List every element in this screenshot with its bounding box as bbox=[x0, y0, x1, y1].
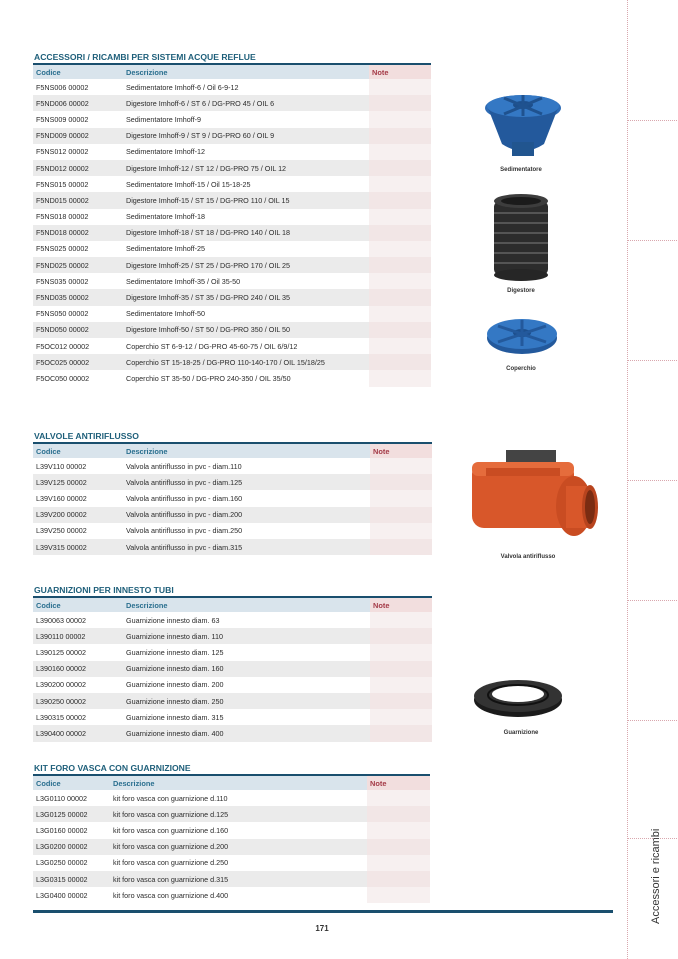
description-cell: Valvola antiriflusso in pvc - diam.200 bbox=[123, 507, 370, 523]
note-cell bbox=[367, 790, 430, 806]
note-cell bbox=[370, 709, 432, 725]
code-cell: F5ND025 00002 bbox=[33, 257, 123, 273]
code-cell: L39V200 00002 bbox=[33, 507, 123, 523]
description-cell: Digestore Imhoff-50 / ST 50 / DG-PRO 350 / OIL 50 bbox=[123, 322, 369, 338]
sidebar bbox=[627, 0, 678, 959]
note-cell bbox=[370, 693, 432, 709]
description-cell: kit foro vasca con guarnizione d.315 bbox=[110, 871, 367, 887]
code-cell: F5NS050 00002 bbox=[36, 309, 89, 319]
column-header: Note bbox=[370, 444, 432, 458]
description-cell: Guarnizione innesto diam. 110 bbox=[123, 628, 370, 644]
valvola-image bbox=[466, 446, 598, 550]
table-row bbox=[33, 79, 431, 95]
sidebar-label-text: Accessori e ricambi bbox=[650, 828, 662, 924]
table-row bbox=[33, 709, 432, 725]
note-cell bbox=[370, 539, 432, 555]
description-cell: Sedimentatore Imhoff-25 bbox=[126, 244, 205, 254]
note-cell bbox=[370, 644, 432, 660]
column-header: Codice bbox=[33, 65, 123, 79]
code-cell: L39V250 00002 bbox=[36, 526, 87, 536]
code-cell: F5NS006 00002 bbox=[36, 82, 89, 92]
note-cell bbox=[369, 128, 431, 144]
table-row bbox=[33, 855, 430, 871]
product-table bbox=[33, 776, 430, 903]
description-cell: Sedimentatore Imhoff-12 bbox=[126, 147, 205, 157]
description-cell: Valvola antiriflusso in pvc - diam.315 bbox=[123, 539, 370, 555]
image-caption: Guarnizione bbox=[503, 730, 539, 736]
note-cell bbox=[369, 144, 431, 160]
code-cell: L39V315 00002 bbox=[33, 539, 123, 555]
section-guarnizioni bbox=[33, 584, 432, 742]
note-cell bbox=[369, 160, 431, 176]
note-cell bbox=[367, 887, 430, 903]
column-header: Descrizione bbox=[123, 65, 369, 79]
code-cell: L390160 00002 bbox=[33, 661, 123, 677]
guarnizione-image bbox=[472, 676, 564, 720]
note-cell bbox=[369, 225, 431, 241]
sidebar-divider bbox=[628, 240, 678, 241]
note-cell bbox=[369, 111, 431, 127]
table-header-row bbox=[33, 598, 432, 612]
note-cell bbox=[369, 176, 431, 192]
page-number: 171 bbox=[315, 924, 329, 933]
table-row bbox=[33, 612, 432, 628]
coperchio-image bbox=[484, 312, 560, 360]
code-cell: F5OC025 00002 bbox=[33, 354, 123, 370]
table-row bbox=[33, 225, 431, 241]
code-cell: L390400 00002 bbox=[33, 725, 123, 741]
table-header-row bbox=[33, 776, 430, 790]
note-cell bbox=[370, 523, 432, 539]
description-cell: kit foro vasca con guarnizione d.200 bbox=[110, 839, 367, 855]
description-cell: Coperchio ST 15-18-25 / DG-PRO 110-140-170 / OIL 15/18/25 bbox=[123, 354, 369, 370]
note-cell bbox=[369, 257, 431, 273]
digestore-image bbox=[488, 193, 554, 283]
code-cell: L3G0400 00002 bbox=[36, 890, 88, 900]
column-header: Codice bbox=[33, 444, 123, 458]
description-cell: Digestore Imhoff-12 / ST 12 / DG-PRO 75 / OIL 12 bbox=[123, 160, 369, 176]
description-cell: Guarnizione innesto diam. 160 bbox=[123, 661, 370, 677]
column-header: Note bbox=[369, 65, 431, 79]
description-cell: Sedimentatore Imhoff-15 / Oil 15-18-25 bbox=[126, 179, 251, 189]
table-row bbox=[33, 144, 431, 160]
table-row bbox=[33, 322, 431, 338]
description-cell: Valvola antiriflusso in pvc - diam.160 bbox=[126, 493, 243, 503]
sidebar-divider bbox=[628, 480, 678, 481]
sidebar-divider bbox=[628, 120, 678, 121]
column-header: Descrizione bbox=[110, 776, 367, 790]
description-cell: kit foro vasca con guarnizione d.250 bbox=[113, 858, 229, 868]
column-header: Descrizione bbox=[123, 444, 370, 458]
code-cell: F5NS025 00002 bbox=[36, 244, 89, 254]
section-accessori bbox=[33, 51, 431, 387]
note-cell bbox=[370, 490, 432, 506]
table-row bbox=[33, 111, 431, 127]
note-cell bbox=[369, 322, 431, 338]
column-header: Descrizione bbox=[123, 598, 370, 612]
code-cell: L3G0125 00002 bbox=[33, 806, 110, 822]
table-row bbox=[33, 507, 432, 523]
code-cell: L39V110 00002 bbox=[36, 461, 87, 471]
description-cell: Sedimentatore Imhoff-9 bbox=[126, 114, 201, 124]
code-cell: F5ND012 00002 bbox=[33, 160, 123, 176]
code-cell: F5NS012 00002 bbox=[36, 147, 89, 157]
table-row bbox=[33, 539, 432, 555]
table-row bbox=[33, 176, 431, 192]
description-cell: Sedimentatore Imhoff-50 bbox=[126, 309, 205, 319]
note-cell bbox=[370, 677, 432, 693]
note-cell bbox=[369, 273, 431, 289]
table-row bbox=[33, 822, 430, 838]
code-cell: F5OC050 00002 bbox=[36, 373, 90, 383]
table-row bbox=[33, 490, 432, 506]
note-cell bbox=[369, 354, 431, 370]
table-row bbox=[33, 160, 431, 176]
table-row bbox=[33, 257, 431, 273]
description-cell: Digestore Imhoff-9 / ST 9 / DG-PRO 60 / OIL 9 bbox=[123, 128, 369, 144]
table-row bbox=[33, 338, 431, 354]
section-title: VALVOLE ANTIRIFLUSSO bbox=[34, 431, 139, 441]
table-row bbox=[33, 806, 430, 822]
code-cell: L390315 00002 bbox=[36, 712, 86, 722]
code-cell: F5NS018 00002 bbox=[36, 212, 89, 222]
note-cell bbox=[370, 725, 432, 741]
code-cell: L3G0315 00002 bbox=[33, 871, 110, 887]
description-cell: kit foro vasca con guarnizione d.400 bbox=[113, 890, 229, 900]
table-row bbox=[33, 887, 430, 903]
code-cell: L390063 00002 bbox=[36, 615, 86, 625]
note-cell bbox=[370, 458, 432, 474]
table-row bbox=[33, 474, 432, 490]
description-cell: Digestore Imhoff-25 / ST 25 / DG-PRO 170 / OIL 25 bbox=[123, 257, 369, 273]
code-cell: L390125 00002 bbox=[36, 647, 86, 657]
table-row bbox=[33, 192, 431, 208]
code-cell: L3G0250 00002 bbox=[36, 858, 88, 868]
table-row bbox=[33, 289, 431, 305]
table-row bbox=[33, 370, 431, 386]
note-cell bbox=[369, 209, 431, 225]
description-cell: kit foro vasca con guarnizione d.110 bbox=[113, 793, 228, 803]
table-row bbox=[33, 871, 430, 887]
code-cell: L390200 00002 bbox=[36, 680, 86, 690]
table-row bbox=[33, 677, 432, 693]
note-cell bbox=[369, 79, 431, 95]
description-cell: kit foro vasca con guarnizione d.160 bbox=[113, 825, 229, 835]
note-cell bbox=[369, 306, 431, 322]
code-cell: F5NS015 00002 bbox=[36, 179, 89, 189]
product-table bbox=[33, 598, 432, 742]
note-cell bbox=[367, 806, 430, 822]
table-row bbox=[33, 458, 432, 474]
code-cell: F5ND035 00002 bbox=[33, 289, 123, 305]
table-row bbox=[33, 306, 431, 322]
description-cell: Digestore Imhoff-6 / ST 6 / DG-PRO 45 / OIL 6 bbox=[123, 95, 369, 111]
code-cell: F5ND050 00002 bbox=[33, 322, 123, 338]
code-cell: F5ND009 00002 bbox=[33, 128, 123, 144]
note-cell bbox=[369, 370, 431, 386]
code-cell: L39V160 00002 bbox=[36, 493, 87, 503]
description-cell: Guarnizione innesto diam. 400 bbox=[123, 725, 370, 741]
table-row bbox=[33, 790, 430, 806]
code-cell: L3G0110 00002 bbox=[36, 793, 88, 803]
description-cell: Guarnizione innesto diam. 315 bbox=[126, 712, 224, 722]
description-cell: Guarnizione innesto diam. 125 bbox=[126, 647, 224, 657]
section-valvole bbox=[33, 430, 432, 555]
sidebar-label bbox=[650, 828, 670, 926]
note-cell bbox=[369, 95, 431, 111]
column-header: Note bbox=[367, 776, 430, 790]
note-cell bbox=[369, 289, 431, 305]
table-row bbox=[33, 523, 432, 539]
code-cell: F5ND015 00002 bbox=[33, 192, 123, 208]
description-cell: Guarnizione innesto diam. 63 bbox=[126, 615, 220, 625]
column-header: Codice bbox=[33, 598, 123, 612]
table-row bbox=[33, 693, 432, 709]
image-caption: Sedimentatore bbox=[500, 167, 542, 173]
description-cell: Digestore Imhoff-15 / ST 15 / DG-PRO 110 / OIL 15 bbox=[123, 192, 369, 208]
image-caption: Valvola antiriflusso bbox=[500, 554, 556, 560]
note-cell bbox=[370, 612, 432, 628]
code-cell: F5NS035 00002 bbox=[36, 276, 89, 286]
sidebar-divider bbox=[628, 360, 678, 361]
description-cell: Digestore Imhoff-18 / ST 18 / DG-PRO 140 / OIL 18 bbox=[123, 225, 369, 241]
note-cell bbox=[367, 822, 430, 838]
code-cell: L390110 00002 bbox=[33, 628, 123, 644]
table-row bbox=[33, 128, 431, 144]
code-cell: L39V125 00002 bbox=[33, 474, 123, 490]
table-header-row bbox=[33, 65, 431, 79]
image-caption: Digestore bbox=[507, 288, 535, 294]
bottom-rule bbox=[33, 910, 613, 913]
note-cell bbox=[370, 661, 432, 677]
table-row bbox=[33, 839, 430, 855]
description-cell: Valvola antiriflusso in pvc - diam.250 bbox=[126, 526, 243, 536]
description-cell: Valvola antiriflusso in pvc - diam.125 bbox=[123, 474, 370, 490]
code-cell: F5NS009 00002 bbox=[36, 114, 89, 124]
table-row bbox=[33, 209, 431, 225]
code-cell: F5ND018 00002 bbox=[33, 225, 123, 241]
description-cell: Guarnizione innesto diam. 250 bbox=[123, 693, 370, 709]
column-header: Codice bbox=[33, 776, 110, 790]
note-cell bbox=[367, 839, 430, 855]
table-row bbox=[33, 241, 431, 257]
table-row bbox=[33, 725, 432, 741]
sidebar-divider bbox=[628, 600, 678, 601]
code-cell: F5OC012 00002 bbox=[36, 341, 90, 351]
code-cell: F5ND006 00002 bbox=[33, 95, 123, 111]
note-cell bbox=[369, 338, 431, 354]
table-row bbox=[33, 95, 431, 111]
description-cell: Guarnizione innesto diam. 200 bbox=[126, 680, 224, 690]
note-cell bbox=[367, 871, 430, 887]
description-cell: Coperchio ST 6-9-12 / DG-PRO 45-60-75 / OIL 6/9/12 bbox=[126, 341, 298, 351]
table-row bbox=[33, 628, 432, 644]
section-title: KIT FORO VASCA CON GUARNIZIONE bbox=[34, 763, 191, 773]
code-cell: L3G0160 00002 bbox=[36, 825, 88, 835]
section-title: ACCESSORI / RICAMBI PER SISTEMI ACQUE REFLUE bbox=[34, 52, 256, 62]
product-table bbox=[33, 65, 431, 387]
description-cell: kit foro vasca con guarnizione d.125 bbox=[110, 806, 367, 822]
table-header-row bbox=[33, 444, 432, 458]
note-cell bbox=[369, 241, 431, 257]
code-cell: L390250 00002 bbox=[33, 693, 123, 709]
table-row bbox=[33, 644, 432, 660]
note-cell bbox=[369, 192, 431, 208]
code-cell: L3G0200 00002 bbox=[33, 839, 110, 855]
image-caption: Coperchio bbox=[506, 366, 536, 372]
note-cell bbox=[367, 855, 430, 871]
note-cell bbox=[370, 474, 432, 490]
section-kit-foro bbox=[33, 762, 430, 903]
product-table bbox=[33, 444, 432, 555]
description-cell: Coperchio ST 35-50 / DG-PRO 240-350 / OIL 35/50 bbox=[126, 373, 291, 383]
description-cell: Valvola antiriflusso in pvc - diam.110 bbox=[126, 461, 242, 471]
description-cell: Sedimentatore Imhoff-6 / Oil 6-9-12 bbox=[126, 82, 239, 92]
description-cell: Sedimentatore Imhoff-18 bbox=[126, 212, 205, 222]
note-cell bbox=[370, 507, 432, 523]
column-header: Note bbox=[370, 598, 432, 612]
note-cell bbox=[370, 628, 432, 644]
sidebar-divider bbox=[628, 720, 678, 721]
sedimentatore-image bbox=[482, 86, 564, 164]
table-row bbox=[33, 354, 431, 370]
table-row bbox=[33, 661, 432, 677]
description-cell: Digestore Imhoff-35 / ST 35 / DG-PRO 240 / OIL 35 bbox=[123, 289, 369, 305]
description-cell: Sedimentatore Imhoff-35 / Oil 35-50 bbox=[126, 276, 241, 286]
section-title: GUARNIZIONI PER INNESTO TUBI bbox=[34, 585, 174, 595]
table-row bbox=[33, 273, 431, 289]
